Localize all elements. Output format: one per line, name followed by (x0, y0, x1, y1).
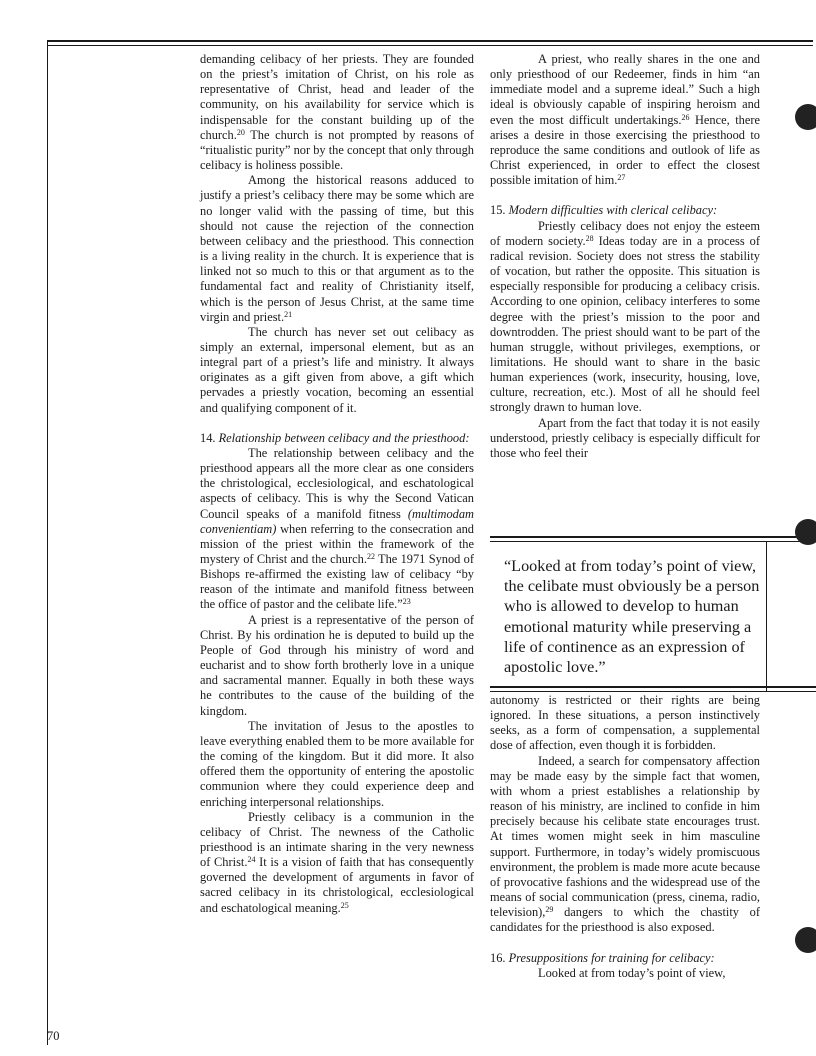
quote-rule-right (766, 541, 767, 691)
right-paragraph-3-continued: autonomy is restricted or their rights are being ignored. In these situations, a person instinctively seeks, as a form of compensation, a supplemental dose of affection, even though it is forbidden. (490, 693, 760, 753)
punch-hole-top (795, 104, 816, 130)
left-paragraph-1: demanding celibacy of her priests. They are founded on the priest’s imitation of Christ, on his role as representative of Christ, head and leader of the community, on his availability for service which is indispensable for the constant building up of the church.$^{20}$ The church is not prompted by reasons of “ritualistic purity” nor by the concept that only through celibacy is holiness possible. (200, 52, 474, 173)
top-rule-thin (47, 45, 813, 46)
right-paragraph-5: Looked at from today’s point of view, (538, 965, 726, 980)
section-heading-15: 15. Modern difficulties with clerical celibacy: (490, 203, 718, 218)
section-heading-14: 14. Relationship between celibacy and the priesthood: (200, 430, 470, 445)
punch-hole-middle (795, 519, 816, 545)
punch-hole-bottom (795, 927, 816, 953)
pull-quote (492, 546, 760, 692)
right-paragraph-3: Apart from the fact that today it is not easily understood, priestly celibacy is especially difficult for those who feel their (490, 415, 760, 460)
right-paragraph-2: Priestly celibacy does not enjoy the esteem of modern society.$^{28}$ Ideas today are in a process of radical revision. Society does not stress the stability of vocation, but rather the opposite. This situation is especially responsible for producing a celibacy crisis. According to one opinion, celibacy interferes to some degree with the priest’s mission to the poor and downtrodden. The priest should want to be part of the human struggle, without privileges, exemptions, or limitations. He should want to share in the basic human experiences (work, insecurity, housing, love, culture, recreation, etc.). Most of all he should feel strongly drawn to human love. (490, 218, 760, 415)
right-column-top (490, 52, 760, 461)
right-paragraph-4: Indeed, a search for compensatory affection may be made easy by the simple fact that women, with whom a priest establishes a relationship by reason of his ministry, are inclined to confide in him precisely because his celibate state encourages trust. At times women might seek in him masculine support. Furthermore, in today’s widely promiscuous environment, the problem is made more acute because of provocative fashions and the widespread use of the means of social communication (press, cinema, radio, television),$^{29}$ dangers to which the chastity of candidates for the priesthood is also exposed. (490, 753, 760, 935)
quote-rule-top-thick (490, 536, 816, 538)
left-column (200, 52, 474, 916)
left-paragraph-2: Among the historical reasons adduced to justify a priest’s celibacy there may be some which are no longer valid with the passing of time, but this should not cause the rejection of the connection between celibacy and the priesthood. This connection is a living reality in the church. It is experience that is linked not so much to this or that argument as to the fundamental fact and reality of Christianity itself, which is the person of Jesus Christ, at the same time virgin and priest.$^{21}$ (200, 173, 474, 324)
left-paragraph-4: The relationship between celibacy and the priesthood appears all the more clear as one considers the christological, ecclesiological, and eschatological aspects of celibacy. This is why the Second Vatican Council speaks of a manifold fitness (multimodam convenientiam) when referring to the consecration and mission of the priest within the framework of the mystery of Christ and the church.$^{22}$ The 1971 Synod of Bishops re-affirmed the existing law of celibacy “by reason of the intimate and manifold fitness between the office of pastor and the celibate life.”$^{23}$ (200, 445, 474, 612)
right-column-bottom (490, 693, 760, 981)
margin-rule (47, 40, 48, 1045)
quote-rule-top-thin (490, 541, 816, 542)
left-paragraph-5: A priest is a representative of the person of Christ. By his ordination he is deputed to build up the People of God through his ministry of word and eucharist and to show forth brotherly love in a unique and sacramental manner. Equally in both these ways he contributes to the cause of the building of the kingdom. (200, 612, 474, 718)
pull-quote-text: “Looked at from today’s point of view, the celibate must obviously be a person who is allowed to develop to human emotional maturity while preserving a life of continence as an expression of apostolic love.” (504, 557, 760, 677)
left-paragraph-3: The church has never set out celibacy as simply an external, impersonal element, but as an integral part of a priest’s life and ministry. It always originates as a gift given from above, a gift which pervades a priestly vocation, becoming an essential and qualifying component of it. (200, 324, 474, 415)
page-number: 70 (47, 1029, 60, 1043)
top-rule-thick (47, 40, 813, 42)
section-heading-16: 16. Presuppositions for training for celibacy: (490, 950, 715, 965)
left-paragraph-6: The invitation of Jesus to the apostles to leave everything enabled them to be more available for the coming of the kingdom. But it did more. It also offered them the opportunity of entering the apostolic communion where they could experience deep and enriching interpersonal relationships. (200, 718, 474, 809)
right-paragraph-1: A priest, who really shares in the one and only priesthood of our Redeemer, finds in him “an immediate model and a supreme ideal.” Such a high ideal is obviously capable of inspiring heroism and even the most difficult undertakings.$^{26}$ Hence, there arises a desire in those exercising the priesthood to reproduce the same conditions and outlook of life as Christ experienced, in order to effect the closest possible imitation of him.$^{27}$ (490, 52, 760, 188)
left-paragraph-7: Priestly celibacy is a communion in the celibacy of Christ. The newness of the Catholic priesthood is an intimate sharing in the very newness of Christ.$^{24}$ It is a vision of faith that has consequently governed the development of arguments in favor of sacred celibacy in its christological, ecclesiological and eschatological meaning.$^{25}$ (200, 809, 474, 915)
